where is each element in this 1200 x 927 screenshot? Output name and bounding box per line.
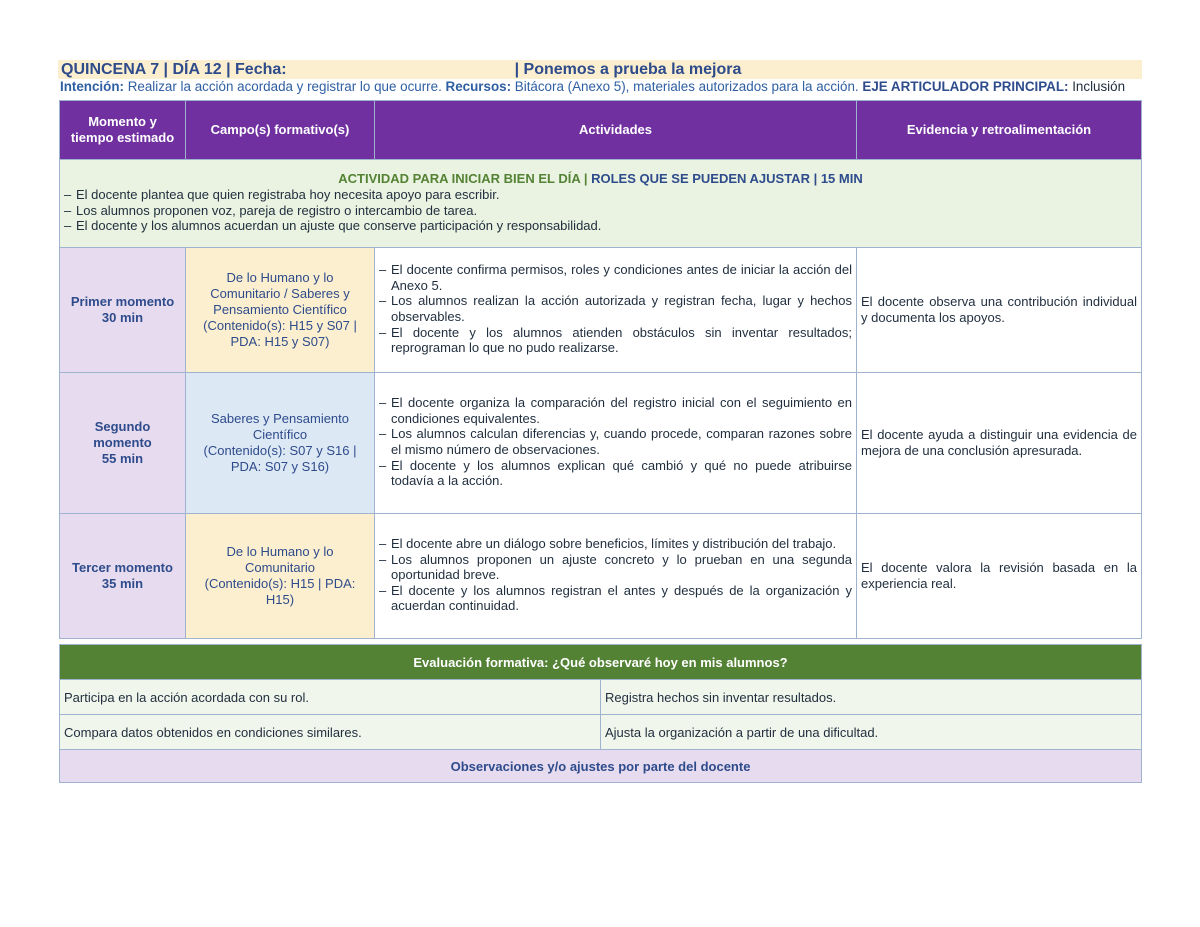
list-item: – El docente plantea que quien registraba hoy necesita apoyo para escribir. <box>64 187 1137 203</box>
moment-name: Tercer momento <box>72 560 173 575</box>
plan-header-row <box>60 101 1142 160</box>
title-right: | Ponemos a prueba la mejora <box>514 61 742 78</box>
evaluation-criterion: Compara datos obtenidos en condiciones similares. <box>60 715 601 750</box>
intent-text: Realizar la acción acordada y registrar lo que ocurre. <box>127 79 442 94</box>
moment-row-3 <box>60 514 1142 639</box>
moment-time: 55 min <box>101 451 144 466</box>
campo-contenidos: (Contenido(s): H15 y S07 | PDA: H15 y S07) <box>203 318 357 349</box>
table-row <box>60 680 1142 715</box>
list-item: – El docente y los alumnos registran el antes y después de la organización y acuerdan continuidad. <box>379 583 852 614</box>
activities-cell <box>375 248 857 373</box>
intent-line <box>60 79 1145 95</box>
resources-text: Bitácora (Anexo 5), materiales autorizados para la acción. <box>514 79 859 94</box>
activities-cell <box>375 373 857 514</box>
moment-time: 30 min <box>101 310 144 325</box>
list-item: – Los alumnos proponen voz, pareja de registro o intercambio de tarea. <box>64 203 1137 219</box>
list-item: – El docente y los alumnos acuerdan un ajuste que conserve participación y responsabilidad. <box>64 218 1137 234</box>
start-title-blue: ROLES QUE SE PUEDEN AJUSTAR | 15 MIN <box>591 171 863 187</box>
campo-name: Saberes y Pensamiento Científico <box>210 411 350 442</box>
activities-cell <box>375 514 857 639</box>
campo-formativo <box>186 373 375 514</box>
campo-contenidos: (Contenido(s): S07 y S16 | PDA: S07 y S16) <box>203 443 357 474</box>
plan-table <box>59 100 1142 639</box>
eje-label: EJE ARTICULADOR PRINCIPAL: <box>862 79 1069 94</box>
moment-label <box>60 373 186 514</box>
title-left: QUINCENA 7 | DÍA 12 | Fecha: <box>61 61 287 78</box>
evaluation-criterion: Ajusta la organización a partir de una dificultad. <box>601 715 1142 750</box>
evidence-cell: El docente observa una contribución individual y documenta los apoyos. <box>857 248 1142 373</box>
activities-list <box>379 395 852 489</box>
evaluation-table <box>59 644 1142 783</box>
list-item: – El docente organiza la comparación del registro inicial con el seguimiento en condiciones equivalentes. <box>379 395 852 426</box>
evaluation-header-row <box>60 645 1142 680</box>
start-activity-cell <box>60 160 1142 248</box>
start-title-green: ACTIVIDAD PARA INICIAR BIEN EL DÍA | <box>338 171 588 187</box>
list-item: – Los alumnos realizan la acción autorizada y registran fecha, lugar y hechos observables. <box>379 293 852 324</box>
moment-label <box>60 514 186 639</box>
moment-name: Segundo momento <box>93 419 152 450</box>
activities-list <box>379 262 852 356</box>
list-item: – El docente abre un diálogo sobre beneficios, límites y distribución del trabajo. <box>379 536 852 552</box>
evidence-cell: El docente ayuda a distinguir una evidencia de mejora de una conclusión apresurada. <box>857 373 1142 514</box>
list-item: – El docente y los alumnos atienden obstáculos sin inventar resultados; reprograman lo que no pudo realizarse. <box>379 325 852 356</box>
campo-name: De lo Humano y lo Comunitario / Saberes y Pensamiento Científico <box>210 270 350 317</box>
page-title <box>58 60 1142 79</box>
campo-contenidos: (Contenido(s): H15 | PDA: H15) <box>204 576 356 607</box>
list-item: – Los alumnos proponen un ajuste concreto y lo prueban en una segunda oportunidad breve. <box>379 552 852 583</box>
moment-row-2 <box>60 373 1142 514</box>
evaluation-criterion: Participa en la acción acordada con su rol. <box>60 680 601 715</box>
col-momento-header: Momento y tiempo estimado <box>60 101 186 160</box>
table-row <box>60 715 1142 750</box>
moment-time: 35 min <box>101 576 144 591</box>
start-activity-row <box>60 160 1142 248</box>
col-actividades-header: Actividades <box>375 101 857 160</box>
moment-label <box>60 248 186 373</box>
col-campo-header: Campo(s) formativo(s) <box>186 101 375 160</box>
evidence-cell: El docente valora la revisión basada en la experiencia real. <box>857 514 1142 639</box>
moment-name: Primer momento <box>70 294 175 309</box>
col-evidencia-header: Evidencia y retroalimentación <box>857 101 1142 160</box>
moment-row-1 <box>60 248 1142 373</box>
observations-row <box>60 750 1142 783</box>
eje-text: Inclusión <box>1072 79 1126 94</box>
campo-formativo <box>186 514 375 639</box>
resources-label: Recursos: <box>445 79 512 94</box>
campo-name: De lo Humano y lo Comunitario <box>226 544 334 575</box>
list-item: – El docente y los alumnos explican qué cambió y qué no puede atribuirse todavía a la acción. <box>379 458 852 489</box>
list-item: – Los alumnos calculan diferencias y, cuando procede, comparan razones sobre el mismo número de observaciones. <box>379 426 852 457</box>
observations-label: Observaciones y/o ajustes por parte del docente <box>60 750 1142 783</box>
list-item: – El docente confirma permisos, roles y condiciones antes de iniciar la acción del Anexo 5. <box>379 262 852 293</box>
start-activity-title <box>64 171 1137 186</box>
start-activity-list <box>64 187 1137 234</box>
intent-label: Intención: <box>60 79 124 94</box>
evaluation-title: Evaluación formativa: ¿Qué observaré hoy en mis alumnos? <box>60 645 1142 680</box>
activities-list <box>379 536 852 614</box>
campo-formativo <box>186 248 375 373</box>
evaluation-criterion: Registra hechos sin inventar resultados. <box>601 680 1142 715</box>
